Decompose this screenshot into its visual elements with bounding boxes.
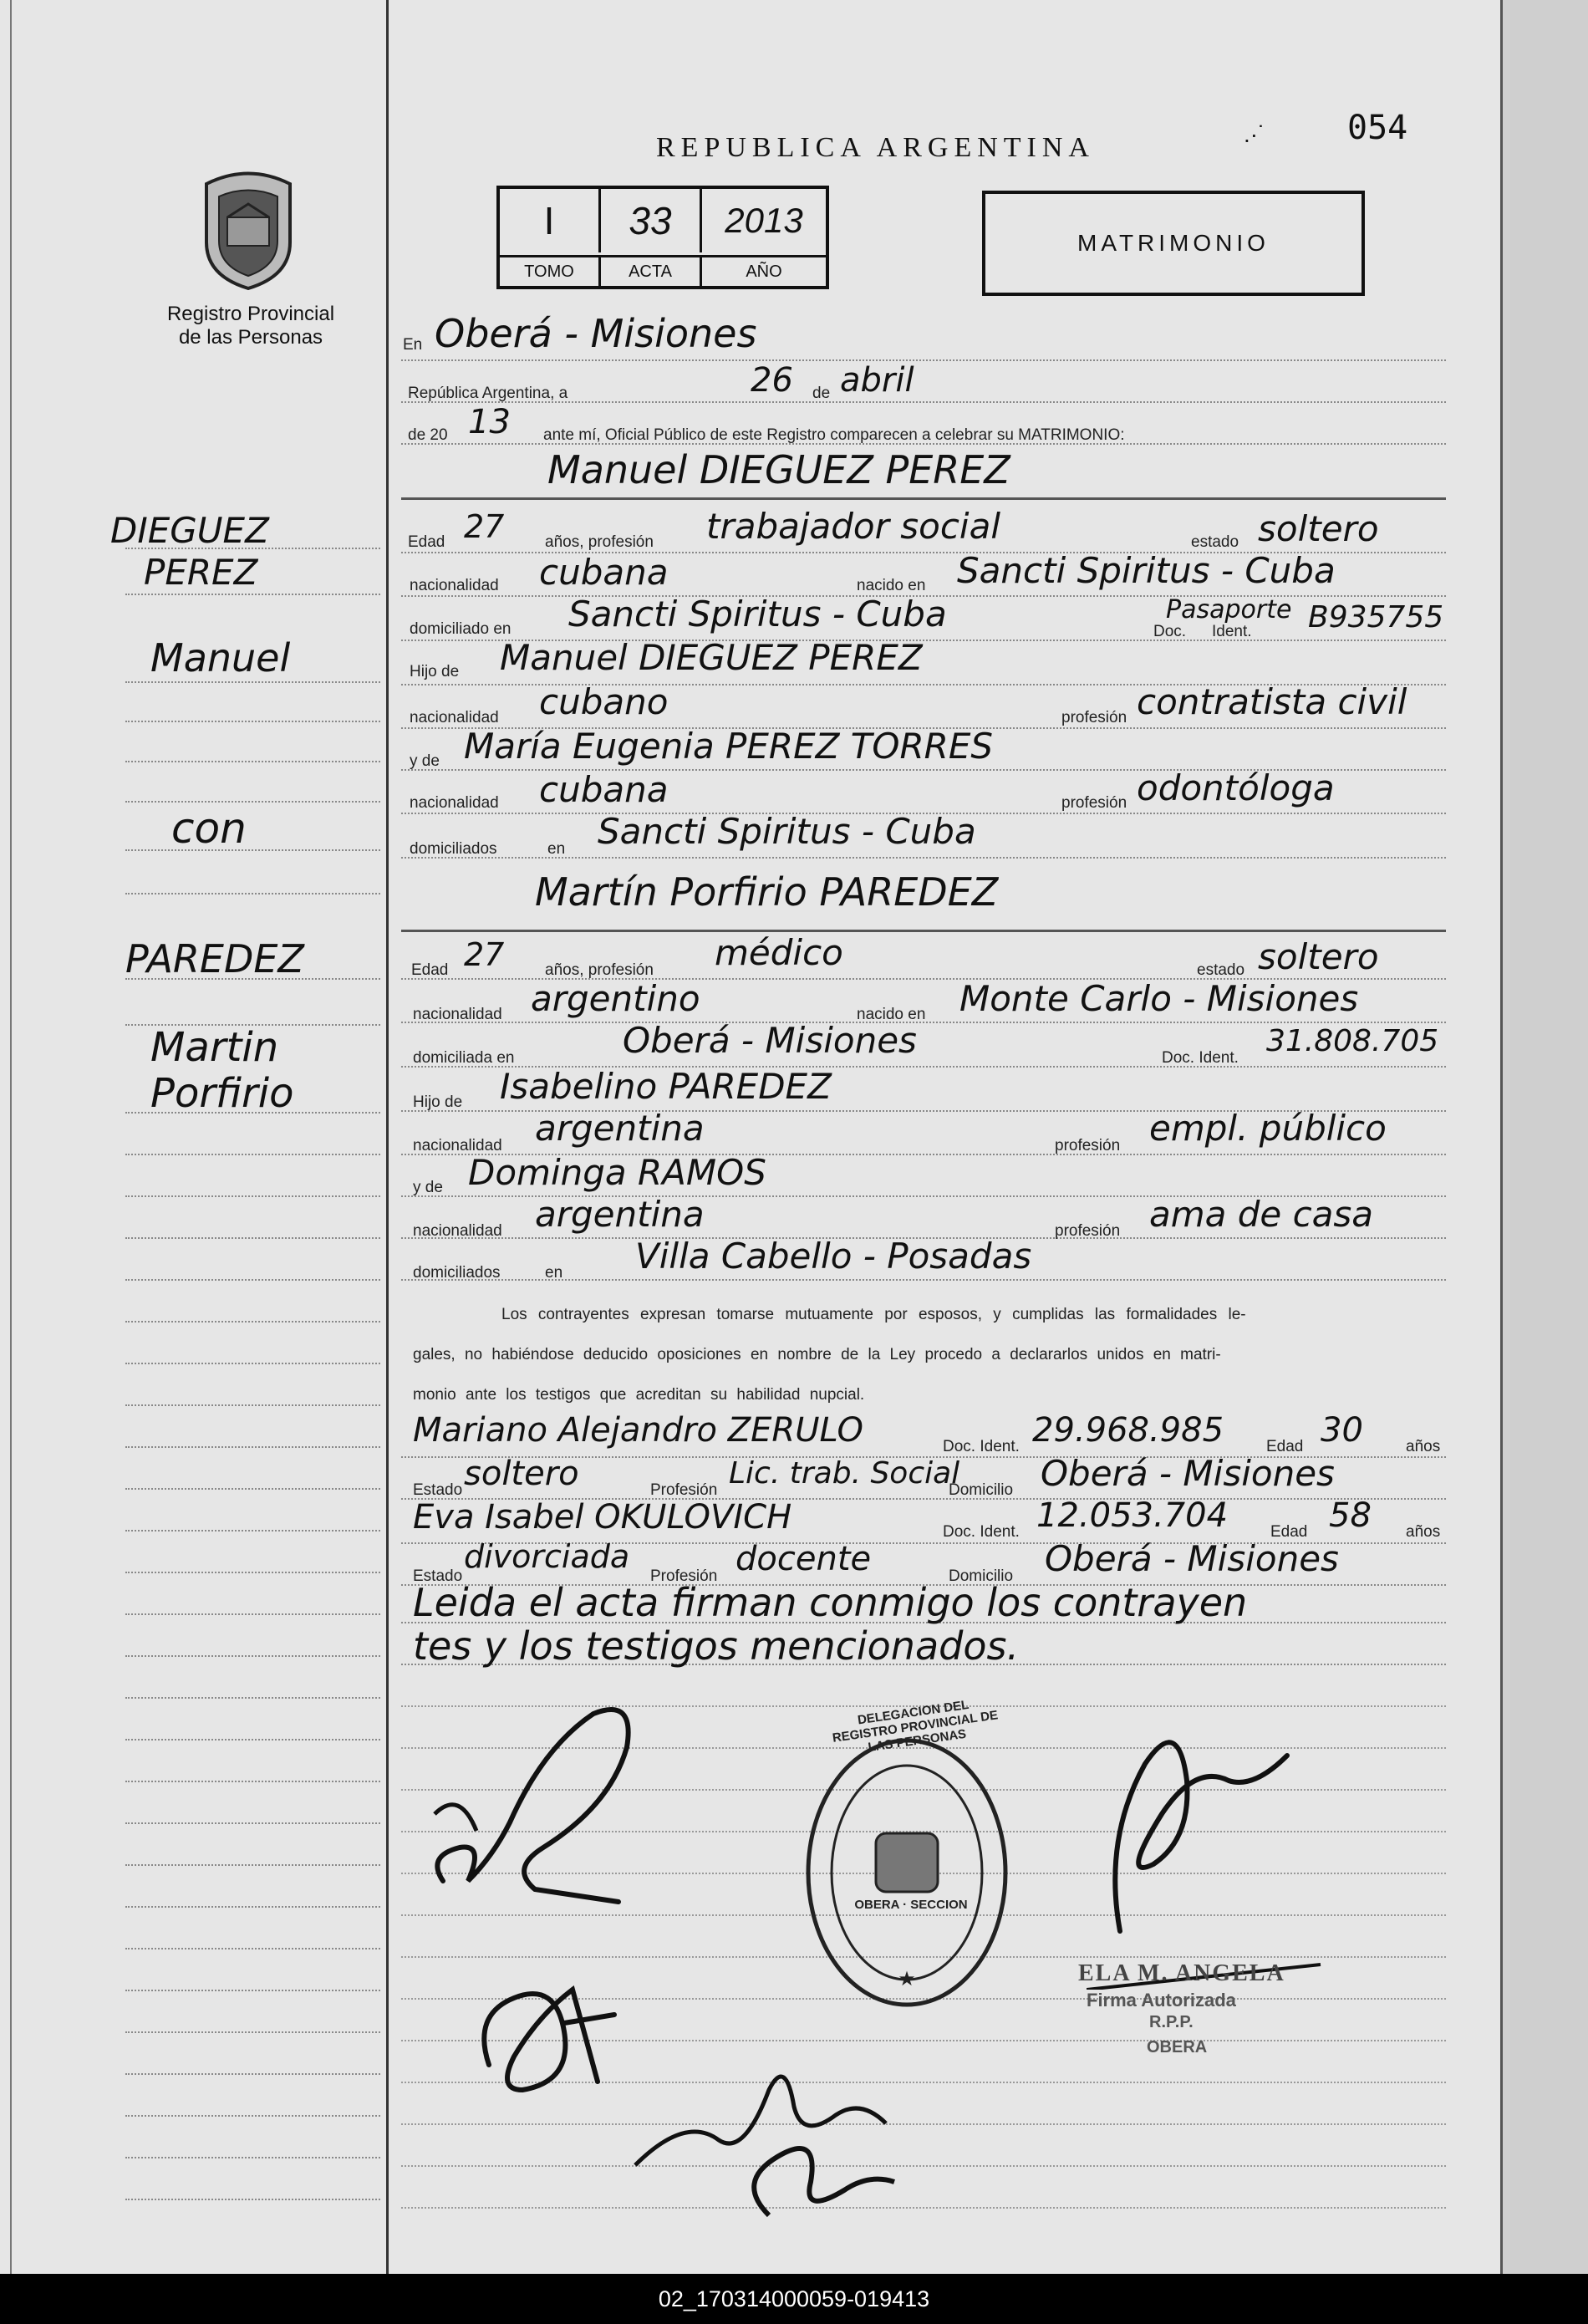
- declaration-line3: monio ante los testigos que acreditan su habilidad nupcial.: [413, 1386, 865, 1404]
- month-value: abril: [840, 361, 914, 400]
- label-edad-w2: Edad: [1270, 1523, 1308, 1541]
- label-estado-1: estado: [1191, 533, 1239, 551]
- label-nacionalidad-2: nacionalidad: [410, 709, 499, 726]
- label-doc-ident-w1: Doc. Ident.: [943, 1438, 1020, 1455]
- svg-text:★: ★: [898, 1968, 916, 1990]
- page-edge: [1500, 0, 1588, 2274]
- witness2-doc: 12.053.704: [1036, 1496, 1229, 1535]
- margin-spouse2-given2: Porfirio: [150, 1070, 294, 1117]
- witness2-status: divorciada: [464, 1538, 630, 1575]
- label-domicilio-w2: Domicilio: [949, 1567, 1014, 1585]
- label-domiciliados-2: domiciliados: [413, 1264, 501, 1282]
- year-suffix-value: 13: [468, 403, 511, 441]
- country-header: REPUBLICA ARGENTINA: [656, 132, 1095, 163]
- folio-number: 054: [1347, 109, 1408, 147]
- office-name-line2: de las Personas: [178, 326, 323, 349]
- spouse2-doc-number: 31.808.705: [1266, 1024, 1439, 1058]
- spouse1-full-name: Manuel DIEGUEZ PEREZ: [547, 447, 1010, 492]
- spouse2-father-name: Isabelino PAREDEZ: [500, 1066, 832, 1107]
- spouse2-mother-profession: ama de casa: [1149, 1194, 1374, 1235]
- spouse2-profession: médico: [715, 932, 843, 973]
- official-name: ELA M. ANGELA: [1078, 1960, 1285, 1986]
- folio-dots: .·˙: [1244, 121, 1266, 147]
- spouse1-birthplace: Sancti Spiritus - Cuba: [957, 550, 1336, 591]
- margin-spouse1-given: Manuel: [150, 635, 291, 680]
- spouse2-domicile: Oberá - Misiones: [623, 1020, 917, 1061]
- tomo-value: I: [500, 189, 601, 252]
- label-estado-w2: Estado: [413, 1567, 463, 1585]
- spouse2-father-nationality: argentina: [535, 1108, 705, 1149]
- image-id-label: 02_170314000059-019413: [658, 2286, 930, 2311]
- spouse1-doc-number: B935755: [1308, 600, 1444, 635]
- label-profesion-3: profesión: [1055, 1137, 1121, 1154]
- declaration-line1: Los contrayentes expresan tomarse mutuamente por esposos, y cumplidas las formalidades le-: [501, 1306, 1246, 1323]
- label-anos-profesion-2: años, profesión: [545, 961, 654, 979]
- image-id-bar: [0, 2274, 1588, 2324]
- seal-outer-text: DELEGACION DEL REGISTRO PROVINCIAL DE LAS PERSONAS: [831, 1697, 1000, 1755]
- spouse2-birthplace: Monte Carlo - Misiones: [959, 978, 1359, 1019]
- label-domicilio-w1: Domicilio: [949, 1481, 1014, 1499]
- official-office: R.P.P.: [1149, 2013, 1194, 2031]
- label-nacido-en-2: nacido en: [857, 1006, 926, 1023]
- spouse1-mother-profession: odontóloga: [1137, 767, 1335, 808]
- witness1-status: soltero: [464, 1455, 579, 1493]
- appearance-text: ante mí, Oficial Público de este Registro comparecen a celebrar su MATRIMONIO:: [543, 426, 1125, 444]
- witness1-doc: 29.968.985: [1032, 1411, 1224, 1450]
- province-emblem-icon: [194, 167, 303, 293]
- spouse2-mother-nationality: argentina: [535, 1194, 705, 1235]
- label-profesion-2: profesión: [1061, 794, 1127, 812]
- spouse2-full-name: Martín Porfirio PAREDEZ: [535, 869, 999, 915]
- seal-inner-text: OBERA · SECCION: [854, 1898, 968, 1912]
- label-anos-profesion-1: años, profesión: [545, 533, 654, 551]
- acta-label: ACTA: [601, 255, 702, 288]
- spouse1-parents-domicile: Sancti Spiritus - Cuba: [598, 811, 976, 852]
- spouse2-nationality: argentino: [531, 978, 700, 1019]
- closing-line2: tes y los testigos mencionados.: [413, 1623, 1020, 1669]
- spouse1-father-nationality: cubano: [539, 681, 669, 722]
- official-seal-icon: [802, 1735, 1011, 2011]
- witness2-profession: docente: [735, 1540, 872, 1578]
- label-nacionalidad-1: nacionalidad: [410, 577, 499, 594]
- label-nacionalidad-3: nacionalidad: [410, 794, 499, 812]
- office-name-line1: Registro Provincial: [166, 303, 335, 325]
- label-domiciliado-en: domiciliado en: [410, 620, 512, 638]
- label-y-de-2: y de: [413, 1179, 443, 1196]
- label-edad-2: Edad: [411, 961, 449, 979]
- spouse2-status: soltero: [1258, 936, 1379, 977]
- declaration-line2: gales, no habiéndose deducido oposiciones en nombre de la Ley procedo a declararlos unidos en matri-: [413, 1346, 1221, 1363]
- label-nacionalidad-4: nacionalidad: [413, 1006, 502, 1023]
- label-profesion-4: profesión: [1055, 1222, 1121, 1240]
- act-type-box: MATRIMONIO: [982, 191, 1365, 296]
- spouse1-age: 27: [464, 508, 505, 545]
- witness1-name: Mariano Alejandro ZERULO: [413, 1411, 864, 1450]
- label-de: de: [812, 385, 831, 402]
- signature-spouse1: [410, 1689, 660, 1931]
- registry-box: [496, 186, 829, 289]
- spouse2-age: 27: [464, 936, 505, 973]
- label-republica: República Argentina, a: [408, 385, 568, 402]
- label-estado-w1: Estado: [413, 1481, 463, 1499]
- label-doc-ident-w2: Doc. Ident.: [943, 1523, 1020, 1541]
- signature-spouse2: [464, 1965, 631, 2115]
- label-en-2: en: [545, 1264, 563, 1282]
- label-ident-1: Ident.: [1212, 623, 1252, 640]
- place-value: Oberá - Misiones: [435, 311, 757, 356]
- witness1-profession: Lic. trab. Social: [729, 1456, 960, 1491]
- label-y-de-1: y de: [410, 752, 440, 770]
- label-hijo-de-1: Hijo de: [410, 663, 460, 680]
- margin-spouse2-given1: Martin: [150, 1024, 279, 1071]
- signature-witnesses: [618, 2040, 903, 2224]
- spouse1-mother-nationality: cubana: [539, 769, 669, 810]
- label-nacionalidad-6: nacionalidad: [413, 1222, 502, 1240]
- label-en: En: [403, 336, 423, 354]
- label-domiciliada-en: domiciliada en: [413, 1049, 515, 1067]
- label-anos-w1: años: [1406, 1438, 1441, 1455]
- spouse1-profession: trabajador social: [706, 506, 1000, 547]
- day-value: 26: [751, 361, 793, 400]
- label-hijo-de-2: Hijo de: [413, 1093, 463, 1111]
- spouse2-parents-domicile: Villa Cabello - Posadas: [635, 1236, 1032, 1277]
- witness2-domicile: Oberá - Misiones: [1045, 1538, 1339, 1579]
- spouse1-status: soltero: [1258, 508, 1379, 549]
- label-edad-w1: Edad: [1266, 1438, 1304, 1455]
- label-doc-ident-2: Doc. Ident.: [1162, 1049, 1239, 1067]
- label-en-1: en: [547, 840, 566, 858]
- binding-line: [10, 0, 12, 2274]
- anio-value: 2013: [725, 201, 803, 240]
- label-nacionalidad-5: nacionalidad: [413, 1137, 502, 1154]
- acta-value: 33: [601, 189, 702, 252]
- spouse2-mother-name: Dominga RAMOS: [468, 1152, 766, 1193]
- signature-official: [1087, 1705, 1337, 1990]
- label-profesion-w2: Profesión: [650, 1567, 718, 1585]
- margin-spouse1-surname1: DIEGUEZ: [110, 510, 269, 551]
- anio-label: AÑO: [702, 255, 826, 288]
- spouse1-father-profession: contratista civil: [1137, 681, 1407, 722]
- label-edad-1: Edad: [408, 533, 445, 551]
- spouse1-mother-name: María Eugenia PEREZ TORRES: [464, 726, 994, 767]
- label-domiciliados-1: domiciliados: [410, 840, 497, 858]
- spouse1-father-name: Manuel DIEGUEZ PEREZ: [500, 637, 923, 678]
- label-profesion-1: profesión: [1061, 709, 1127, 726]
- margin-spouse2-surname: PAREDEZ: [125, 936, 304, 981]
- official-title: Firma Autorizada: [1087, 1990, 1236, 2011]
- label-profesion-w1: Profesión: [650, 1481, 718, 1499]
- spouse1-nationality: cubana: [539, 552, 669, 593]
- label-estado-2: estado: [1197, 961, 1245, 979]
- witness1-domicile: Oberá - Misiones: [1041, 1453, 1335, 1494]
- spouse1-domicile: Sancti Spiritus - Cuba: [568, 594, 947, 635]
- tomo-label: TOMO: [500, 255, 601, 288]
- label-year-prefix: de 20: [408, 426, 448, 444]
- margin-connector: con: [171, 804, 247, 853]
- official-city: OBERA: [1147, 2038, 1208, 2056]
- witness2-age: 58: [1329, 1496, 1372, 1535]
- label-nacido-en-1: nacido en: [857, 577, 926, 594]
- witness2-name: Eva Isabel OKULOVICH: [413, 1498, 792, 1537]
- closing-line1: Leida el acta firman conmigo los contrayen: [413, 1580, 1248, 1625]
- witness1-age: 30: [1321, 1411, 1363, 1450]
- label-doc-1: Doc.: [1153, 623, 1187, 640]
- spouse1-doc-type: Pasaporte: [1166, 595, 1292, 624]
- margin-spouse1-surname2: PEREZ: [144, 552, 258, 593]
- spouse2-father-profession: empl. público: [1149, 1108, 1387, 1149]
- label-anos-w2: años: [1406, 1523, 1441, 1541]
